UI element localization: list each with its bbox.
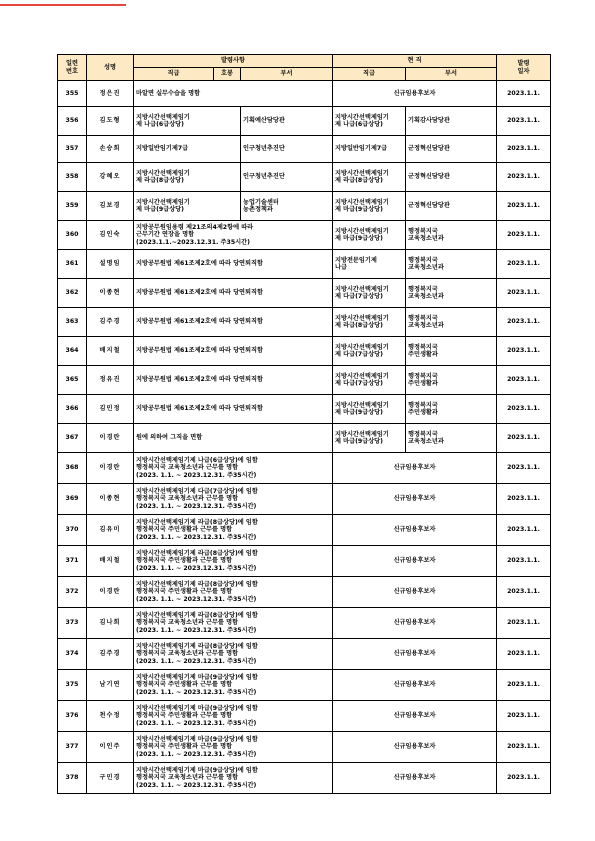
table-row <box>58 337 551 366</box>
row-number: 372 <box>58 577 87 608</box>
row-current-rank: 지방시간선택제임기 제 마급(9급상당) <box>333 221 406 250</box>
table-row <box>58 366 551 395</box>
row-name: 구민경 <box>87 763 134 794</box>
row-current-dept: 행정복지국 주민생활과 <box>406 395 497 424</box>
row-appointment-dept: 기획예산담당관 <box>241 107 333 136</box>
table-row <box>58 515 551 546</box>
row-current: 신규임용후보자 <box>333 515 497 546</box>
row-current-dept: 행정복지국 교육청소년과 <box>406 424 497 453</box>
row-date: 2023.1.1. <box>497 453 551 484</box>
table-row <box>58 395 551 424</box>
row-appointment: 지방시간선택제임기제 다급(7급상당)에 임함 행정복지국 교육청소년과 근무를 명함 (2023. 1.1. ~ 2023.12.31. 주35시간) <box>134 484 333 515</box>
row-name: 이경란 <box>87 424 134 453</box>
table-row <box>58 484 551 515</box>
row-current: 신규임용후보자 <box>333 670 497 701</box>
table-row <box>58 250 551 279</box>
row-name: 김나희 <box>87 608 134 639</box>
row-name: 김민정 <box>87 395 134 424</box>
row-date: 2023.1.1. <box>497 608 551 639</box>
row-date: 2023.1.1. <box>497 107 551 136</box>
row-date: 2023.1.1. <box>497 732 551 763</box>
row-current-rank: 지방시간선택제임기 제 다급(7급상당) <box>333 279 406 308</box>
row-name: 배지철 <box>87 546 134 577</box>
row-name: 강혜오 <box>87 163 134 192</box>
row-number: 370 <box>58 515 87 546</box>
row-date: 2023.1.1. <box>497 395 551 424</box>
row-name: 설명임 <box>87 250 134 279</box>
row-current-rank: 지방시간선택제임기 제 다급(7급상당) <box>333 337 406 366</box>
table-row <box>58 639 551 670</box>
row-current: 신규임용후보자 <box>333 484 497 515</box>
row-name: 김인숙 <box>87 221 134 250</box>
row-date: 2023.1.1. <box>497 577 551 608</box>
row-appointment-dept: 인구청년추진단 <box>241 136 333 163</box>
row-appointment: 지방시간선택제임기제 나급(6급상당)에 임함 행정복지국 교육청소년과 근무를 명함 (2023. 1.1. ~ 2023.12.31. 주35시간) <box>134 453 333 484</box>
row-number: 375 <box>58 670 87 701</box>
row-current: 신규임용후보자 <box>333 701 497 732</box>
row-current: 신규임용후보자 <box>333 81 497 107</box>
row-appointment: 지방공무원법 제61조제2호에 따라 당연퇴직함 <box>134 279 333 308</box>
header-current-dept: 부서 <box>406 68 497 81</box>
row-current-rank: 지방시간선택제임기 제 라급(8급상당) <box>333 308 406 337</box>
row-number: 368 <box>58 453 87 484</box>
row-current-dept: 행정복지국 교육청소년과 <box>406 221 497 250</box>
row-date: 2023.1.1. <box>497 250 551 279</box>
row-number: 376 <box>58 701 87 732</box>
row-number: 373 <box>58 608 87 639</box>
row-date: 2023.1.1. <box>497 308 551 337</box>
row-appointment-rank: 지방시간선택제임기 제 나급(6급상당) <box>134 107 241 136</box>
header-appointment: 발령사항 <box>134 55 333 68</box>
row-current: 신규임용후보자 <box>333 763 497 794</box>
row-number: 367 <box>58 424 87 453</box>
row-current-rank: 지방시간선택제임기 제 마급(9급상당) <box>333 395 406 424</box>
row-name: 이종현 <box>87 484 134 515</box>
row-date: 2023.1.1. <box>497 670 551 701</box>
row-date: 2023.1.1. <box>497 337 551 366</box>
row-date: 2023.1.1. <box>497 424 551 453</box>
row-current-rank: 지방시간선택제임기 제 나급(6급상당) <box>333 107 406 136</box>
row-number: 359 <box>58 192 87 221</box>
row-date: 2023.1.1. <box>497 546 551 577</box>
row-number: 378 <box>58 763 87 794</box>
row-current-rank: 지방시간선택제임기 제 다급(7급상당) <box>333 366 406 395</box>
row-current-dept: 군정혁신담당관 <box>406 136 497 163</box>
row-appointment-rank: 지방일반임기제7급 <box>134 136 241 163</box>
table-row <box>58 81 551 107</box>
table-row <box>58 136 551 163</box>
row-name: 이경란 <box>87 577 134 608</box>
row-appointment: 지방시간선택제임기제 마급(9급상당)에 임함 행정복지국 교육청소년과 근무를 명함 (2023. 1.1. ~ 2023.12.31. 주35시간) <box>134 763 333 794</box>
row-name: 손승희 <box>87 136 134 163</box>
row-name: 정유진 <box>87 366 134 395</box>
table-row <box>58 221 551 250</box>
row-current-rank: 지방일반임기제7급 <box>333 136 406 163</box>
row-appointment-dept: 인구청년추진단 <box>241 163 333 192</box>
row-current: 신규임용후보자 <box>333 546 497 577</box>
table-row <box>58 670 551 701</box>
table-row <box>58 732 551 763</box>
table-body <box>58 81 551 794</box>
row-name: 남기연 <box>87 670 134 701</box>
appointment-table <box>57 54 551 794</box>
row-number: 355 <box>58 81 87 107</box>
row-name: 이종현 <box>87 279 134 308</box>
row-number: 358 <box>58 163 87 192</box>
table-row <box>58 701 551 732</box>
row-current: 신규임용후보자 <box>333 732 497 763</box>
row-current: 신규임용후보자 <box>333 577 497 608</box>
row-appointment: 지방공무원법 제61조제2호에 따라 당연퇴직함 <box>134 337 333 366</box>
row-current-dept: 행정복지국 주민생활과 <box>406 337 497 366</box>
row-number: 357 <box>58 136 87 163</box>
header-current: 현 직 <box>333 55 497 68</box>
row-current-dept: 군정혁신담당관 <box>406 192 497 221</box>
row-date: 2023.1.1. <box>497 136 551 163</box>
row-appointment: 지방공무원법 제61조제2호에 따라 당연퇴직함 <box>134 250 333 279</box>
row-appointment: 지방공무원법 제61조제2호에 따라 당연퇴직함 <box>134 366 333 395</box>
row-date: 2023.1.1. <box>497 192 551 221</box>
table-row <box>58 424 551 453</box>
row-appointment: 지방공무원임용령 제21조의4제2항에 따라 근무기간 연장을 명함 (2023.1.1.~2023.12.31. 주35시간) <box>134 221 333 250</box>
row-number: 377 <box>58 732 87 763</box>
row-current: 신규임용후보자 <box>333 608 497 639</box>
row-appointment: 지방시간선택제임기제 마급(9급상당)에 임함 행정복지국 주민생활과 근무를 명함 (2023. 1.1. ~ 2023.12.31. 주35시간) <box>134 701 333 732</box>
row-name: 배지철 <box>87 337 134 366</box>
header-appointment-dept: 부서 <box>241 68 333 81</box>
row-appointment: 마알면 실무수습을 명함 <box>134 81 333 107</box>
row-current-dept: 행정복지국 교육청소년과 <box>406 250 497 279</box>
table-row <box>58 453 551 484</box>
table-row <box>58 308 551 337</box>
row-name: 김주경 <box>87 308 134 337</box>
row-number: 371 <box>58 546 87 577</box>
row-number: 365 <box>58 366 87 395</box>
row-date: 2023.1.1. <box>497 81 551 107</box>
row-name: 이인주 <box>87 732 134 763</box>
row-appointment-rank: 지방시간선택제임기 제 라급(8급상당) <box>134 163 241 192</box>
row-date: 2023.1.1. <box>497 279 551 308</box>
row-appointment: 지방시간선택제임기제 라급(8급상당)에 임함 행정복지국 주민생활과 근무를 명함 (2023. 1.1. ~ 2023.12.31. 주35시간) <box>134 546 333 577</box>
row-date: 2023.1.1. <box>497 366 551 395</box>
table-row <box>58 546 551 577</box>
header-no: 일련 번호 <box>58 55 87 81</box>
row-number: 366 <box>58 395 87 424</box>
row-appointment: 지방시간선택제임기제 마급(9급상당)에 임함 행정복지국 주민생활과 근무를 명함 (2023. 1.1. ~ 2023.12.31. 주35시간) <box>134 732 333 763</box>
row-number: 369 <box>58 484 87 515</box>
row-number: 364 <box>58 337 87 366</box>
row-current-dept: 행정복지국 주민생활과 <box>406 366 497 395</box>
row-name: 김유미 <box>87 515 134 546</box>
row-date: 2023.1.1. <box>497 763 551 794</box>
row-appointment: 지방공무원법 제61조제2호에 따라 당연퇴직함 <box>134 395 333 424</box>
row-appointment: 지방시간선택제임기제 라급(8급상당)에 임함 행정복지국 교육청소년과 근무를 명함 (2023. 1.1. ~ 2023.12.31. 주35시간) <box>134 639 333 670</box>
row-date: 2023.1.1. <box>497 163 551 192</box>
row-current-rank: 지방시간선택제임기 제 라급(8급상당) <box>333 163 406 192</box>
header-name: 성명 <box>87 55 134 81</box>
row-appointment: 지방시간선택제임기제 마급(9급상당)에 임함 행정복지국 주민생활과 근무를 명함 (2023. 1.1. ~ 2023.12.31. 주35시간) <box>134 670 333 701</box>
table-row <box>58 163 551 192</box>
table-row <box>58 192 551 221</box>
header-current-rank: 직급 <box>333 68 406 81</box>
row-number: 363 <box>58 308 87 337</box>
row-number: 360 <box>58 221 87 250</box>
table-row <box>58 577 551 608</box>
row-name: 이경란 <box>87 453 134 484</box>
row-current-rank: 지방시간선택제임기 제 마급(9급상당) <box>333 424 406 453</box>
row-name: 김주경 <box>87 639 134 670</box>
header-appointment-grade: 호봉 <box>214 68 241 81</box>
row-number: 356 <box>58 107 87 136</box>
row-current-dept: 군정혁신담당관 <box>406 163 497 192</box>
row-current: 신규임용후보자 <box>333 639 497 670</box>
row-name: 정은진 <box>87 81 134 107</box>
row-current: 신규임용후보자 <box>333 453 497 484</box>
row-date: 2023.1.1. <box>497 639 551 670</box>
row-appointment: 원에 의하여 그직을 면함 <box>134 424 333 453</box>
row-name: 김도형 <box>87 107 134 136</box>
row-appointment: 지방시간선택제임기제 라급(8급상당)에 임함 행정복지국 주민생활과 근무를 명함 (2023. 1.1. ~ 2023.12.31. 주35시간) <box>134 577 333 608</box>
row-current-dept: 기획감사담당관 <box>406 107 497 136</box>
table-row <box>58 107 551 136</box>
row-appointment: 지방공무원법 제61조제2호에 따라 당연퇴직함 <box>134 308 333 337</box>
row-current-rank: 지방전문임기제 나급 <box>333 250 406 279</box>
row-number: 361 <box>58 250 87 279</box>
row-appointment: 지방시간선택제임기제 라급(8급상당)에 임함 행정복지국 주민생활과 근무를 명함 (2023. 1.1. ~ 2023.12.31. 주35시간) <box>134 515 333 546</box>
row-appointment-dept: 농업기술센터 농촌정책과 <box>241 192 333 221</box>
row-number: 362 <box>58 279 87 308</box>
table-row <box>58 608 551 639</box>
row-date: 2023.1.1. <box>497 484 551 515</box>
row-appointment-rank: 지방시간선택제임기 제 마급(9급상당) <box>134 192 241 221</box>
table-row <box>58 763 551 794</box>
row-current-rank: 지방시간선택제임기 제 마급(9급상당) <box>333 192 406 221</box>
row-name: 천수정 <box>87 701 134 732</box>
table-row <box>58 279 551 308</box>
row-date: 2023.1.1. <box>497 221 551 250</box>
row-number: 374 <box>58 639 87 670</box>
row-name: 김보경 <box>87 192 134 221</box>
row-current-dept: 행정복지국 교육청소년과 <box>406 279 497 308</box>
header-date: 발령 일자 <box>497 55 551 81</box>
row-date: 2023.1.1. <box>497 515 551 546</box>
row-current-dept: 행정복지국 교육청소년과 <box>406 308 497 337</box>
red-marker-line <box>0 4 126 6</box>
row-date: 2023.1.1. <box>497 701 551 732</box>
row-appointment: 지방시간선택제임기제 라급(8급상당)에 임함 행정복지국 교육청소년과 근무를 명함 (2023. 1.1. ~ 2023.12.31. 주35시간) <box>134 608 333 639</box>
header-appointment-rank: 직급 <box>134 68 214 81</box>
